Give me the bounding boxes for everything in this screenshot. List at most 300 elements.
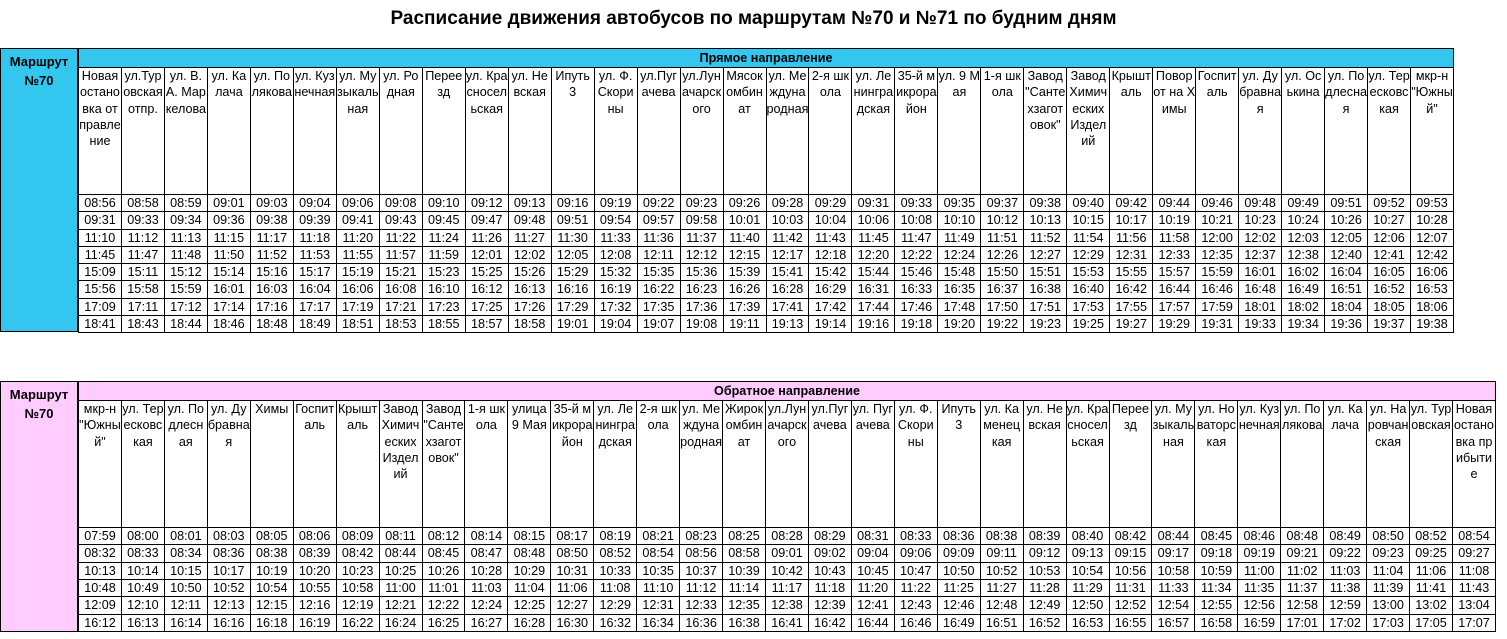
departure-time: 11:00	[1238, 562, 1281, 579]
departure-time: 17:14	[207, 298, 250, 315]
departure-time: 12:21	[379, 597, 422, 614]
departure-time: 10:10	[938, 212, 981, 229]
departure-time: 15:48	[938, 264, 981, 281]
departure-time: 19:14	[809, 316, 852, 333]
departure-time: 11:10	[637, 580, 680, 597]
departure-time: 16:26	[723, 281, 766, 298]
departure-time: 09:11	[980, 545, 1023, 562]
departure-time: 08:17	[551, 528, 594, 545]
departure-time: 11:40	[723, 229, 766, 246]
departure-time: 11:20	[336, 229, 379, 246]
departure-time: 18:05	[1368, 298, 1411, 315]
departure-time: 10:26	[1325, 212, 1368, 229]
trip-row	[79, 229, 1454, 246]
departure-time: 12:31	[1110, 246, 1153, 263]
departure-time: 11:30	[551, 229, 594, 246]
route-label: Маршрут №70	[0, 381, 78, 632]
departure-time: 08:49	[1324, 528, 1367, 545]
departure-time: 08:50	[1367, 528, 1410, 545]
departure-time: 12:58	[1281, 597, 1324, 614]
departure-time: 10:37	[680, 562, 723, 579]
departure-time: 16:57	[1152, 614, 1195, 631]
trip-row	[79, 545, 1496, 562]
departure-time: 12:31	[637, 597, 680, 614]
departure-time: 12:55	[1195, 597, 1238, 614]
departure-time: 09:53	[1411, 195, 1454, 212]
departure-time: 16:53	[1411, 281, 1454, 298]
departure-time: 18:51	[336, 316, 379, 333]
departure-time: 11:55	[336, 246, 379, 263]
departure-time: 08:21	[637, 528, 680, 545]
departure-time: 08:52	[594, 545, 637, 562]
departure-time: 08:29	[808, 528, 851, 545]
departure-time: 11:39	[1367, 580, 1410, 597]
departure-time: 18:01	[1239, 298, 1282, 315]
departure-time: 09:06	[894, 545, 937, 562]
departure-time: 17:01	[1281, 614, 1324, 631]
departure-time: 11:24	[422, 229, 465, 246]
departure-time: 16:46	[894, 614, 937, 631]
departure-time: 11:49	[938, 229, 981, 246]
departure-time: 18:04	[1325, 298, 1368, 315]
departure-time: 16:29	[809, 281, 852, 298]
departure-time: 16:28	[766, 281, 809, 298]
departure-time: 11:31	[1109, 580, 1152, 597]
departure-time: 12:35	[1196, 246, 1239, 263]
departure-time: 11:28	[1023, 580, 1066, 597]
stop-name: ул. Каменецкая	[980, 401, 1023, 528]
departure-time: 08:40	[1066, 528, 1109, 545]
departure-time: 17:11	[121, 298, 164, 315]
trip-row	[79, 212, 1454, 229]
departure-time: 09:38	[250, 212, 293, 229]
departure-time: 12:46	[937, 597, 980, 614]
departure-time: 12:17	[766, 246, 809, 263]
departure-time: 12:07	[1411, 229, 1454, 246]
departure-time: 17:39	[723, 298, 766, 315]
departure-time: 16:01	[1239, 264, 1282, 281]
departure-time: 16:38	[1024, 281, 1067, 298]
departure-time: 10:58	[336, 580, 379, 597]
departure-time: 08:39	[1023, 528, 1066, 545]
departure-time: 17:09	[79, 298, 122, 315]
stop-name: ул. Кузнечная	[1238, 401, 1281, 528]
departure-time: 09:12	[1023, 545, 1066, 562]
departure-time: 16:36	[680, 614, 723, 631]
departure-time: 10:06	[852, 212, 895, 229]
departure-time: 19:18	[895, 316, 938, 333]
departure-time: 16:35	[938, 281, 981, 298]
stop-name: ул. Ленинградская	[852, 68, 895, 195]
departure-time: 09:35	[938, 195, 981, 212]
departure-time: 19:11	[723, 316, 766, 333]
departure-time: 09:04	[851, 545, 894, 562]
departure-time: 11:08	[1453, 562, 1496, 579]
stop-name: ул. Подлесная	[164, 401, 207, 528]
departure-time: 08:12	[422, 528, 465, 545]
departure-time: 18:49	[293, 316, 336, 333]
departure-time: 08:48	[508, 545, 551, 562]
departure-time: 08:46	[1238, 528, 1281, 545]
departure-time: 17:05	[1410, 614, 1453, 631]
departure-time: 08:54	[637, 545, 680, 562]
departure-time: 12:42	[1411, 246, 1454, 263]
departure-time: 17:12	[164, 298, 207, 315]
stop-name: ул. Оськина	[1282, 68, 1325, 195]
departure-time: 16:25	[422, 614, 465, 631]
schedule-table-reverse	[78, 381, 1496, 632]
departure-time: 09:42	[1110, 195, 1153, 212]
departure-time: 15:56	[79, 281, 122, 298]
departure-time: 15:19	[336, 264, 379, 281]
stop-name: ул. Тересковская	[1368, 68, 1411, 195]
departure-time: 11:26	[465, 229, 508, 246]
departure-time: 16:49	[937, 614, 980, 631]
departure-time: 09:22	[1324, 545, 1367, 562]
departure-time: 10:59	[1195, 562, 1238, 579]
departure-time: 10:23	[336, 562, 379, 579]
departure-time: 09:01	[766, 545, 809, 562]
departure-time: 09:02	[808, 545, 851, 562]
departure-time: 16:55	[1109, 614, 1152, 631]
departure-time: 09:48	[508, 212, 551, 229]
schedule-section-forward	[0, 48, 1454, 333]
departure-time: 08:59	[164, 195, 207, 212]
departure-time: 11:02	[1281, 562, 1324, 579]
departure-time: 09:40	[1067, 195, 1110, 212]
departure-time: 10:17	[1110, 212, 1153, 229]
stop-name: ул.Туровская отпр.	[121, 68, 164, 195]
departure-time: 16:49	[1282, 281, 1325, 298]
departure-time: 11:33	[594, 229, 637, 246]
stop-name: ул.Луначарского	[766, 401, 809, 528]
departure-time: 11:27	[508, 229, 551, 246]
departure-time: 12:39	[808, 597, 851, 614]
departure-time: 12:35	[723, 597, 766, 614]
departure-time: 09:52	[1368, 195, 1411, 212]
departure-time: 09:57	[637, 212, 680, 229]
departure-time: 09:28	[766, 195, 809, 212]
departure-time: 11:57	[379, 246, 422, 263]
departure-time: 08:25	[723, 528, 766, 545]
departure-time: 10:45	[851, 562, 894, 579]
departure-time: 12:09	[79, 597, 122, 614]
departure-time: 16:19	[594, 281, 637, 298]
stop-name: ул. Кузнечная	[293, 68, 336, 195]
stop-name: улица 9 Мая	[508, 401, 551, 528]
departure-time: 12:26	[981, 246, 1024, 263]
departure-time: 09:06	[336, 195, 379, 212]
departure-time: 11:53	[293, 246, 336, 263]
departure-time: 12:27	[551, 597, 594, 614]
departure-time: 16:19	[293, 614, 336, 631]
departure-time: 10:48	[79, 580, 122, 597]
departure-time: 19:33	[1239, 316, 1282, 333]
page-title: Расписание движения автобусов по маршрутам №70 и №71 по будним дням	[390, 8, 1117, 29]
departure-time: 12:56	[1238, 597, 1281, 614]
departure-time: 08:01	[164, 528, 207, 545]
departure-time: 09:16	[551, 195, 594, 212]
departure-time: 15:44	[852, 264, 895, 281]
departure-time: 09:13	[1066, 545, 1109, 562]
departure-time: 10:26	[422, 562, 465, 579]
departure-time: 08:45	[422, 545, 465, 562]
departure-time: 11:06	[551, 580, 594, 597]
departure-time: 11:03	[1324, 562, 1367, 579]
departure-time: 12:08	[594, 246, 637, 263]
departure-time: 08:58	[723, 545, 766, 562]
departure-time: 12:33	[680, 597, 723, 614]
stop-name: мкр-н "Южный"	[1411, 68, 1454, 195]
departure-time: 17:03	[1367, 614, 1410, 631]
departure-time: 11:50	[207, 246, 250, 263]
departure-time: 10:27	[1368, 212, 1411, 229]
departure-time: 16:38	[723, 614, 766, 631]
departure-time: 08:32	[79, 545, 122, 562]
departure-time: 15:36	[680, 264, 723, 281]
departure-time: 12:38	[766, 597, 809, 614]
departure-time: 10:54	[1066, 562, 1109, 579]
departure-time: 10:33	[594, 562, 637, 579]
departure-time: 10:50	[937, 562, 980, 579]
stop-name: 35-й микрорайон	[895, 68, 938, 195]
departure-time: 16:02	[1282, 264, 1325, 281]
stop-name: Переезд	[422, 68, 465, 195]
departure-time: 10:04	[809, 212, 852, 229]
departure-time: 11:06	[1410, 562, 1453, 579]
stop-name: ул. Ф.Скорины	[594, 68, 637, 195]
departure-time: 12:29	[594, 597, 637, 614]
departure-time: 16:53	[1066, 614, 1109, 631]
stop-name: ул. Калача	[207, 68, 250, 195]
departure-time: 07:59	[79, 528, 122, 545]
direction-header: Обратное направление	[79, 382, 1496, 401]
departure-time: 12:41	[1368, 246, 1411, 263]
departure-time: 12:05	[551, 246, 594, 263]
departure-time: 17:53	[1067, 298, 1110, 315]
departure-time: 12:06	[1368, 229, 1411, 246]
departure-time: 15:51	[1024, 264, 1067, 281]
departure-time: 09:19	[594, 195, 637, 212]
departure-time: 08:34	[164, 545, 207, 562]
departure-time: 10:39	[723, 562, 766, 579]
departure-time: 10:55	[293, 580, 336, 597]
departure-time: 08:11	[379, 528, 422, 545]
departure-time: 09:26	[723, 195, 766, 212]
departure-time: 09:12	[465, 195, 508, 212]
departure-time: 10:54	[250, 580, 293, 597]
departure-time: 15:21	[379, 264, 422, 281]
departure-time: 16:06	[1411, 264, 1454, 281]
departure-time: 11:47	[895, 229, 938, 246]
departure-time: 10:43	[808, 562, 851, 579]
departure-time: 15:42	[809, 264, 852, 281]
stop-name: ул. Музыкальная	[1152, 401, 1195, 528]
stop-name: Завод "Сантехзаготовок"	[422, 401, 465, 528]
departure-time: 17:35	[637, 298, 680, 315]
departure-time: 08:03	[207, 528, 250, 545]
stop-name: Завод "Сантехзаготовок"	[1024, 68, 1067, 195]
departure-time: 11:34	[1195, 580, 1238, 597]
departure-time: 16:10	[422, 281, 465, 298]
direction-header: Прямое направление	[79, 49, 1454, 68]
departure-time: 16:44	[1153, 281, 1196, 298]
departure-time: 13:02	[1410, 597, 1453, 614]
stop-name: Госпиталь	[1196, 68, 1239, 195]
departure-time: 17:57	[1153, 298, 1196, 315]
departure-time: 08:36	[207, 545, 250, 562]
departure-time: 10:49	[121, 580, 164, 597]
departure-time: 12:25	[508, 597, 551, 614]
departure-time: 10:28	[1411, 212, 1454, 229]
departure-time: 15:32	[594, 264, 637, 281]
trip-row	[79, 246, 1454, 263]
departure-time: 11:17	[766, 580, 809, 597]
departure-time: 18:44	[164, 316, 207, 333]
departure-time: 09:09	[937, 545, 980, 562]
departure-time: 17:50	[981, 298, 1024, 315]
departure-time: 12:38	[1282, 246, 1325, 263]
stop-name: Переезд	[1109, 401, 1152, 528]
stop-name: Химы	[250, 401, 293, 528]
departure-time: 12:03	[1282, 229, 1325, 246]
departure-time: 16:12	[79, 614, 122, 631]
departure-time: 11:03	[465, 580, 508, 597]
departure-time: 09:44	[1153, 195, 1196, 212]
departure-time: 12:22	[895, 246, 938, 263]
departure-time: 15:41	[766, 264, 809, 281]
departure-time: 09:23	[1367, 545, 1410, 562]
stop-name: ул. Красносельская	[1066, 401, 1109, 528]
departure-time: 18:48	[250, 316, 293, 333]
trip-row	[79, 528, 1496, 545]
departure-time: 17:51	[1024, 298, 1067, 315]
departure-time: 10:21	[1196, 212, 1239, 229]
departure-time: 10:56	[1109, 562, 1152, 579]
departure-time: 16:23	[680, 281, 723, 298]
departure-time: 15:25	[465, 264, 508, 281]
stop-name: Госпиталь	[293, 401, 336, 528]
stop-name: 35-й микрорайон	[551, 401, 594, 528]
stop-name: ул. Международная	[680, 401, 723, 528]
departure-time: 15:26	[508, 264, 551, 281]
departure-time: 12:10	[121, 597, 164, 614]
departure-time: 12:50	[1066, 597, 1109, 614]
departure-time: 16:06	[336, 281, 379, 298]
stop-name: ул. Новаторская	[1195, 401, 1238, 528]
departure-time: 09:49	[1282, 195, 1325, 212]
departure-time: 10:08	[895, 212, 938, 229]
stop-name: ул. Дубравная	[207, 401, 250, 528]
departure-time: 11:18	[808, 580, 851, 597]
departure-time: 16:08	[379, 281, 422, 298]
stop-name: ул. Дубравная	[1239, 68, 1282, 195]
departure-time: 11:33	[1152, 580, 1195, 597]
departure-time: 10:17	[207, 562, 250, 579]
departure-time: 09:18	[1195, 545, 1238, 562]
departure-time: 10:14	[121, 562, 164, 579]
departure-time: 18:55	[422, 316, 465, 333]
departure-time: 09:58	[680, 212, 723, 229]
departure-time: 09:23	[680, 195, 723, 212]
departure-time: 09:34	[164, 212, 207, 229]
stop-name: ул.Луначарского	[680, 68, 723, 195]
departure-time: 15:50	[981, 264, 1024, 281]
departure-time: 16:16	[551, 281, 594, 298]
departure-time: 17:21	[379, 298, 422, 315]
stop-name: Новая остановка прибытие	[1453, 401, 1496, 528]
departure-time: 09:29	[809, 195, 852, 212]
departure-time: 11:12	[121, 229, 164, 246]
departure-time: 09:27	[1453, 545, 1496, 562]
departure-time: 16:44	[851, 614, 894, 631]
departure-time: 18:57	[465, 316, 508, 333]
departure-time: 10:58	[1152, 562, 1195, 579]
schedule-section-reverse	[0, 381, 1496, 632]
departure-time: 09:38	[1024, 195, 1067, 212]
departure-time: 11:15	[207, 229, 250, 246]
stop-name: Крышталь	[336, 401, 379, 528]
departure-time: 15:35	[637, 264, 680, 281]
departure-time: 09:13	[508, 195, 551, 212]
departure-time: 16:28	[508, 614, 551, 631]
departure-time: 16:05	[1368, 264, 1411, 281]
trip-row	[79, 597, 1496, 614]
departure-time: 16:22	[336, 614, 379, 631]
departure-time: 09:10	[422, 195, 465, 212]
departure-time: 19:23	[1024, 316, 1067, 333]
departure-time: 08:38	[980, 528, 1023, 545]
departure-time: 16:14	[164, 614, 207, 631]
departure-time: 15:14	[207, 264, 250, 281]
departure-time: 09:36	[207, 212, 250, 229]
stop-name: ул.Пугачева	[637, 68, 680, 195]
departure-time: 11:25	[937, 580, 980, 597]
departure-time: 09:01	[207, 195, 250, 212]
stop-name: 1-я школа	[981, 68, 1024, 195]
departure-time: 12:15	[723, 246, 766, 263]
departure-time: 17:16	[250, 298, 293, 315]
stop-name: 1-я школа	[465, 401, 508, 528]
departure-time: 18:41	[79, 316, 122, 333]
departure-time: 08:45	[1195, 528, 1238, 545]
departure-time: 16:37	[981, 281, 1024, 298]
stop-name: ул. Музыкальная	[336, 68, 379, 195]
departure-time: 12:19	[336, 597, 379, 614]
departure-time: 18:46	[207, 316, 250, 333]
departure-time: 11:27	[980, 580, 1023, 597]
departure-time: 19:37	[1368, 316, 1411, 333]
departure-time: 16:31	[852, 281, 895, 298]
departure-time: 10:23	[1239, 212, 1282, 229]
trip-row	[79, 281, 1454, 298]
departure-time: 10:35	[637, 562, 680, 579]
departure-time: 12:33	[1153, 246, 1196, 263]
departure-time: 15:29	[551, 264, 594, 281]
departure-time: 09:17	[1152, 545, 1195, 562]
departure-time: 12:11	[637, 246, 680, 263]
departure-time: 12:02	[1239, 229, 1282, 246]
departure-time: 12:40	[1325, 246, 1368, 263]
departure-time: 11:22	[894, 580, 937, 597]
stop-name: ул. 9 Мая	[938, 68, 981, 195]
departure-time: 16:22	[637, 281, 680, 298]
stop-name: Крышталь	[1110, 68, 1153, 195]
departure-time: 19:13	[766, 316, 809, 333]
stop-name: Новая остановка отправление	[79, 68, 122, 195]
departure-time: 09:47	[465, 212, 508, 229]
stop-name: ул. Тересковская	[121, 401, 164, 528]
